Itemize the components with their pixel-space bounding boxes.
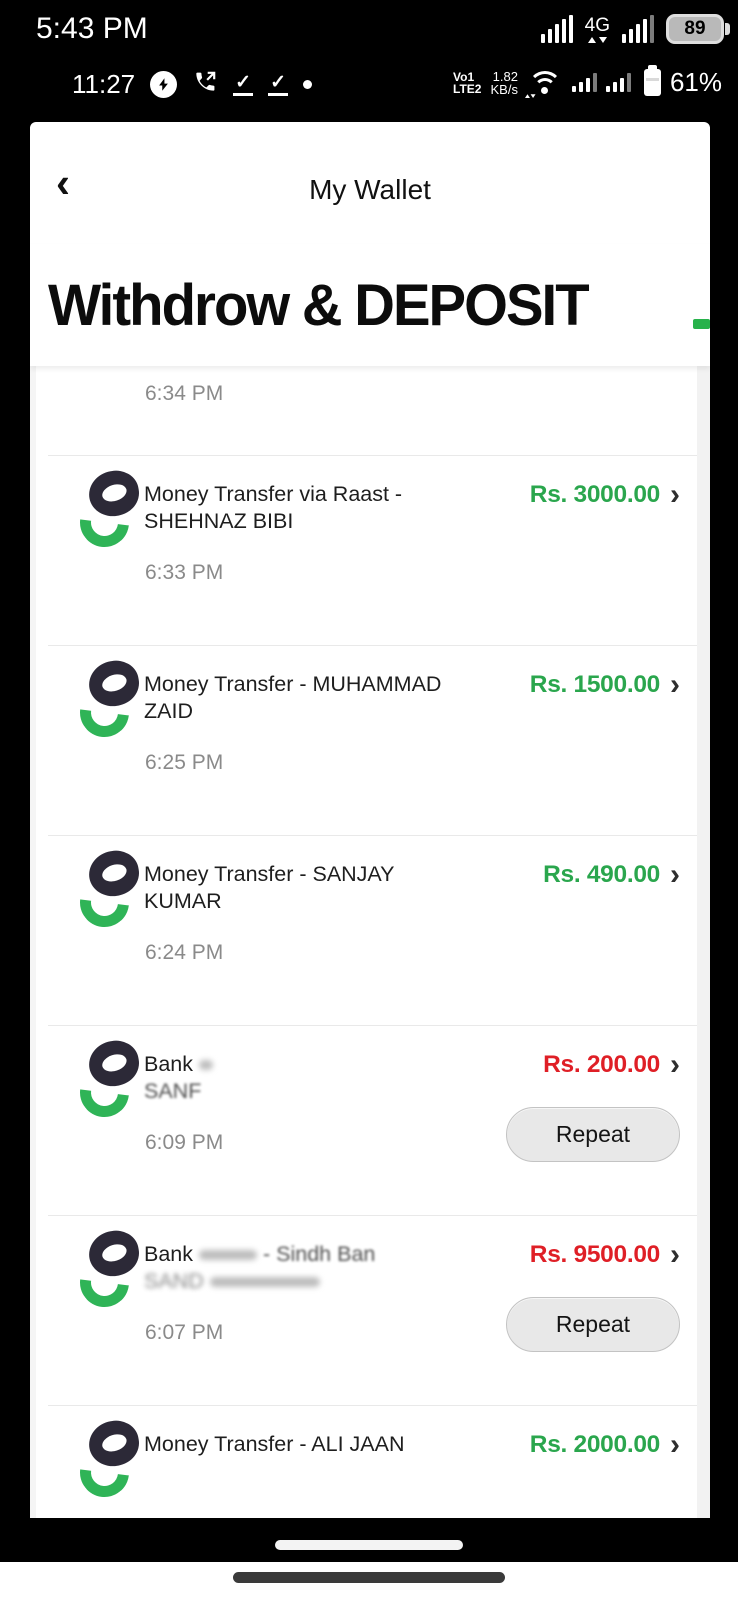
lightning-glyph [156,77,171,92]
table-row[interactable] [30,1025,710,1215]
easypaisa-logo-icon [80,851,142,927]
messenger-icon [150,71,177,98]
easypaisa-logo-icon [80,1421,142,1497]
chevron-right-icon: › [670,1238,680,1271]
transaction-time: 6:07 PM [145,1321,224,1344]
scrollbar-thumb[interactable] [693,319,710,329]
transaction-title: Money Transfer - MUHAMMAD ZAID [144,672,442,724]
transaction-time: 6:24 PM [145,941,224,964]
chevron-right-icon: › [670,1428,680,1461]
transaction-time: 6:09 PM [145,1131,224,1154]
inner-status-bar [0,55,738,110]
scrollbar-track[interactable] [697,335,710,1518]
outer-clock: 5:43 PM [36,12,148,45]
banner-title: Withdrow & DEPOSIT [48,273,588,338]
transaction-amount: Rs. 9500.00 [529,1241,660,1268]
missed-call-icon [192,69,218,100]
repeat-button[interactable]: Repeat [506,1107,680,1162]
volte-line1: Vo1 [453,69,475,84]
volte-line2: LTE2 [453,81,482,96]
battery-icon-inner [644,69,661,96]
back-button[interactable]: ‹ [56,159,70,206]
battery-percent-label: 61% [669,67,722,97]
transaction-amount: Rs. 200.00 [543,1051,660,1078]
table-row[interactable] [30,835,710,1025]
page-title: My Wallet [309,174,431,205]
net-speed-value: 1.82 [492,68,518,84]
home-indicator[interactable] [233,1572,505,1583]
outer-nav-bar [0,1562,738,1600]
chevron-right-icon: › [670,478,680,511]
banner [30,244,710,366]
easypaisa-logo-icon [80,1041,142,1117]
transaction-row-partial[interactable] [30,366,710,455]
inner-nav-bar [0,1518,738,1562]
transaction-time: 6:34 PM [145,382,224,405]
net-speed-unit: KB/s [490,81,518,97]
table-row[interactable] [30,1215,710,1405]
inner-clock: 11:27 [72,69,136,99]
network-type-indicator [585,16,610,43]
easypaisa-logo-icon [80,471,142,547]
screen-left-edge [30,366,36,1518]
data-arrows-icon [588,37,607,43]
transaction-title: Money Transfer - ALI JAAN [144,1432,405,1456]
signal-icon [541,15,573,43]
chevron-right-icon: › [670,1048,680,1081]
repeat-button[interactable]: Repeat [506,1297,680,1352]
transaction-amount: Rs. 2000.00 [529,1431,660,1458]
net-speed-indicator [490,70,517,96]
redaction-smudge [210,1277,320,1287]
table-row[interactable] [30,645,710,835]
transaction-amount: Rs. 1500.00 [529,671,660,698]
volte-indicator [453,71,481,95]
transaction-title: Bank - Sindh Ban SAND [144,1242,376,1294]
chevron-right-icon: › [670,668,680,701]
outer-status-bar [0,0,738,55]
inner-home-indicator [275,1540,463,1550]
battery-level-label: 89 [684,18,706,39]
wallet-screen [30,122,710,1518]
wifi-icon [527,69,563,96]
easypaisa-logo-icon [80,661,142,737]
network-type-label: 4G [584,14,610,36]
transaction-time: 6:25 PM [145,751,224,774]
transaction-title: Bank SANF [144,1051,219,1105]
signal-icon-sim2 [622,15,654,43]
notification-dot-icon [303,80,312,89]
app-header [30,122,710,244]
easypaisa-logo-icon [80,1231,142,1307]
cell-signal-icon-sim2 [606,73,631,92]
table-row[interactable] [30,1405,710,1517]
redaction-smudge [199,1060,213,1070]
transaction-list [30,366,710,1517]
redaction-smudge [199,1250,257,1260]
transaction-time: 6:33 PM [145,561,224,584]
battery-icon [666,14,724,44]
transaction-title: Money Transfer - SANJAY KUMAR [144,862,395,914]
download-done-icon: ✓ [233,73,253,96]
transaction-title: Money Transfer via Raast - SHEHNAZ BIBI [144,482,403,534]
cell-signal-icon-sim1 [572,73,597,92]
table-row[interactable] [30,455,710,645]
chevron-right-icon: › [670,858,680,891]
transaction-amount: Rs. 490.00 [543,861,660,888]
download-done-icon-2: ✓ [268,73,288,96]
transaction-amount: Rs. 3000.00 [529,481,660,508]
